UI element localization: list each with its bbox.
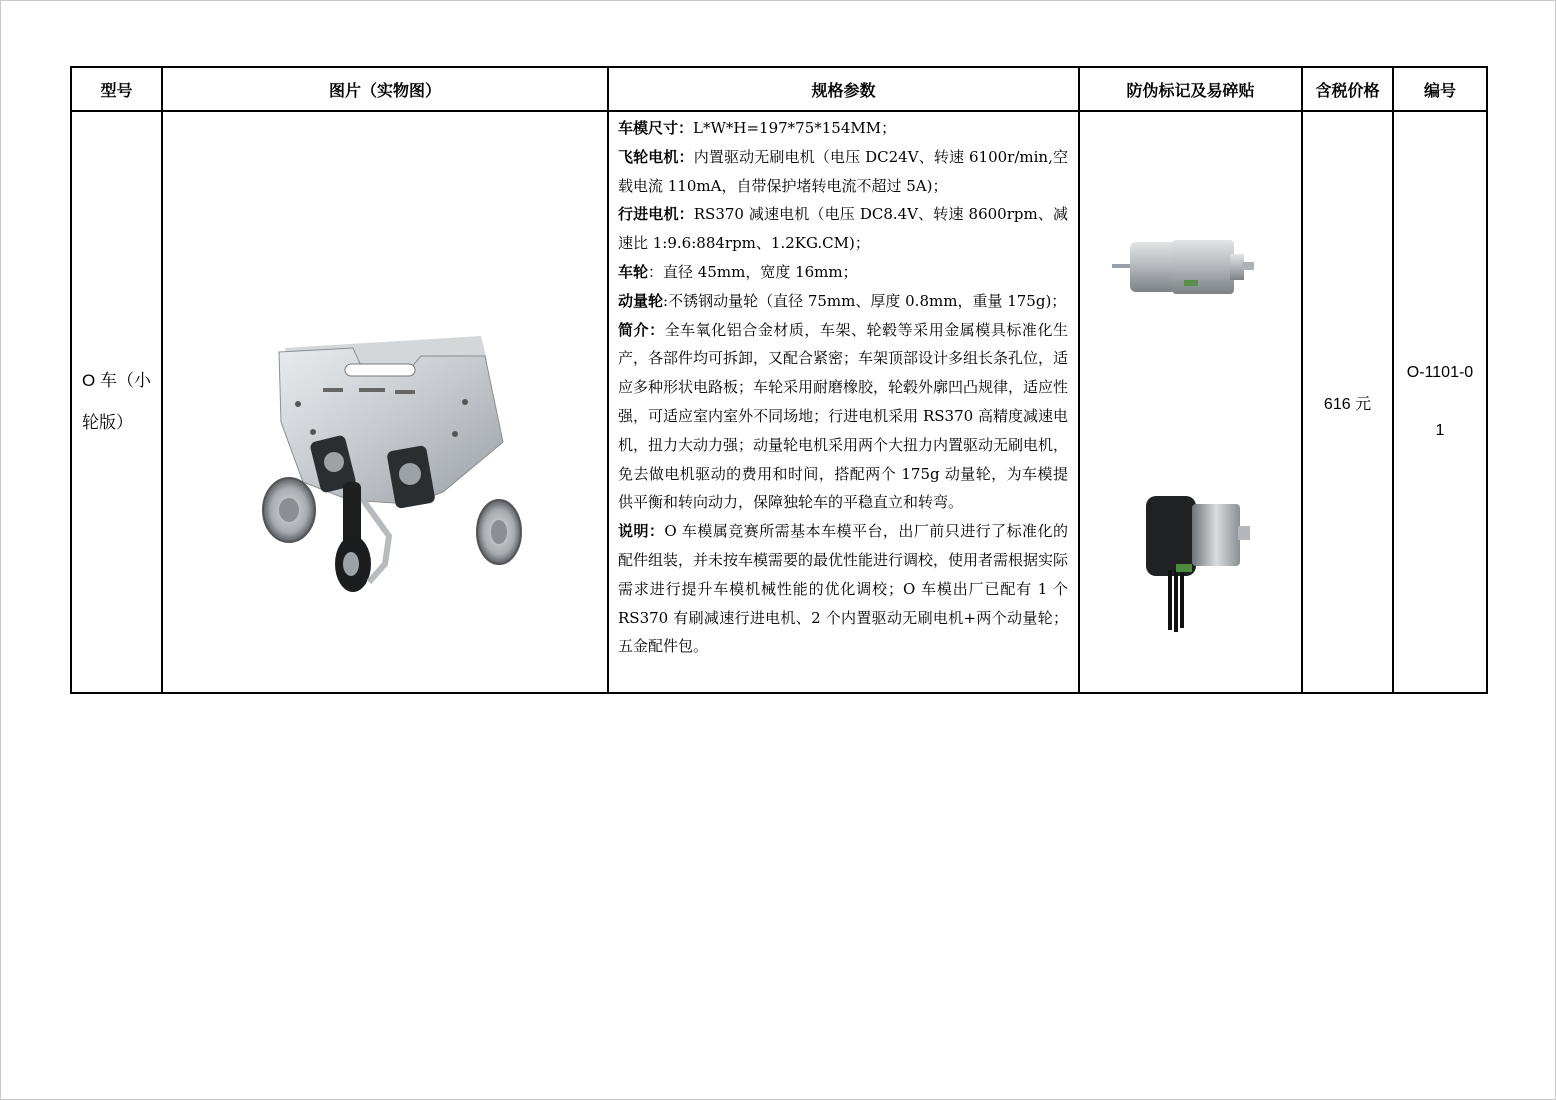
header-price: 含税价格	[1302, 67, 1393, 111]
code-line-1: O-1101-0	[1406, 364, 1474, 381]
spec-drive-motor: 行进电机：RS370 减速电机（电压 DC8.4V、转速 8600rpm、减速比 1:9.6:884rpm、1.2KG.CM)；	[618, 205, 1068, 253]
spec-notes: 说明：O 车模属竞赛所需基本车模平台，出厂前只进行了标准化的配件组装，并未按车模需要的最优性能进行调校，使用者需根据实际需求进行提升车模机械性能的优化调校；O 车模出厂已配有 1 个 RS370 有刷减速行进电机、2 个内置驱动无刷电机+两个动量轮；五金配件包。	[618, 522, 1069, 656]
spec-flywheel-motor: 飞轮电机：内置驱动无刷电机（电压 DC24V、转速 6100r/min,空载电流 110mA，自带保护堵转电流不超过 5A)；	[618, 147, 1068, 195]
photo-cell	[162, 111, 608, 693]
header-specs: 规格参数	[608, 67, 1079, 111]
model-cell: O 车（小轮版）	[71, 111, 162, 693]
table-row	[71, 111, 1487, 693]
anti-counterfeit-cell	[1079, 111, 1302, 693]
header-code: 编号	[1393, 67, 1487, 111]
price-cell: 616 元	[1302, 111, 1393, 693]
specs-cell	[608, 111, 1079, 693]
drive-motor-image	[1080, 112, 1303, 688]
car-chassis-image	[163, 112, 609, 688]
spec-dimensions: 车模尺寸：L*W*H=197*75*154MM；	[618, 119, 897, 137]
spec-momentum-wheel: 动量轮:不锈钢动量轮（直径 75mm、厚度 0.8mm，重量 175g)；	[618, 291, 1067, 310]
header-anti-counterfeit: 防伪标记及易碎贴	[1079, 67, 1302, 111]
spec-wheel: 车轮：直径 45mm，宽度 16mm；	[618, 262, 858, 281]
header-row	[71, 67, 1487, 111]
spec-introduction: 简介：全车氧化铝合金材质，车架、轮毂等采用金属模具标准化生产，各部件均可拆卸，又配合紧密；车架顶部设计多组长条孔位，适应多种形状电路板；车轮采用耐磨橡胶，轮毂外廓凹凸规律，适应性强，可适应室内室外不同场地；行进电机采用 RS370 高精度减速电机，扭力大动力强；动量轮电机采用两个大扭力内置驱动无刷电机，免去做电机驱动的费用和时间，搭配两个 175g 动量轮，为车模提供平衡和转向动力，保障独轮车的平稳直立和转弯。	[618, 320, 1069, 512]
code-cell	[1393, 111, 1487, 693]
code-line-2: 1	[1435, 422, 1445, 439]
header-model: 型号	[71, 67, 162, 111]
product-spec-table	[70, 66, 1488, 694]
header-photo: 图片（实物图）	[162, 67, 608, 111]
